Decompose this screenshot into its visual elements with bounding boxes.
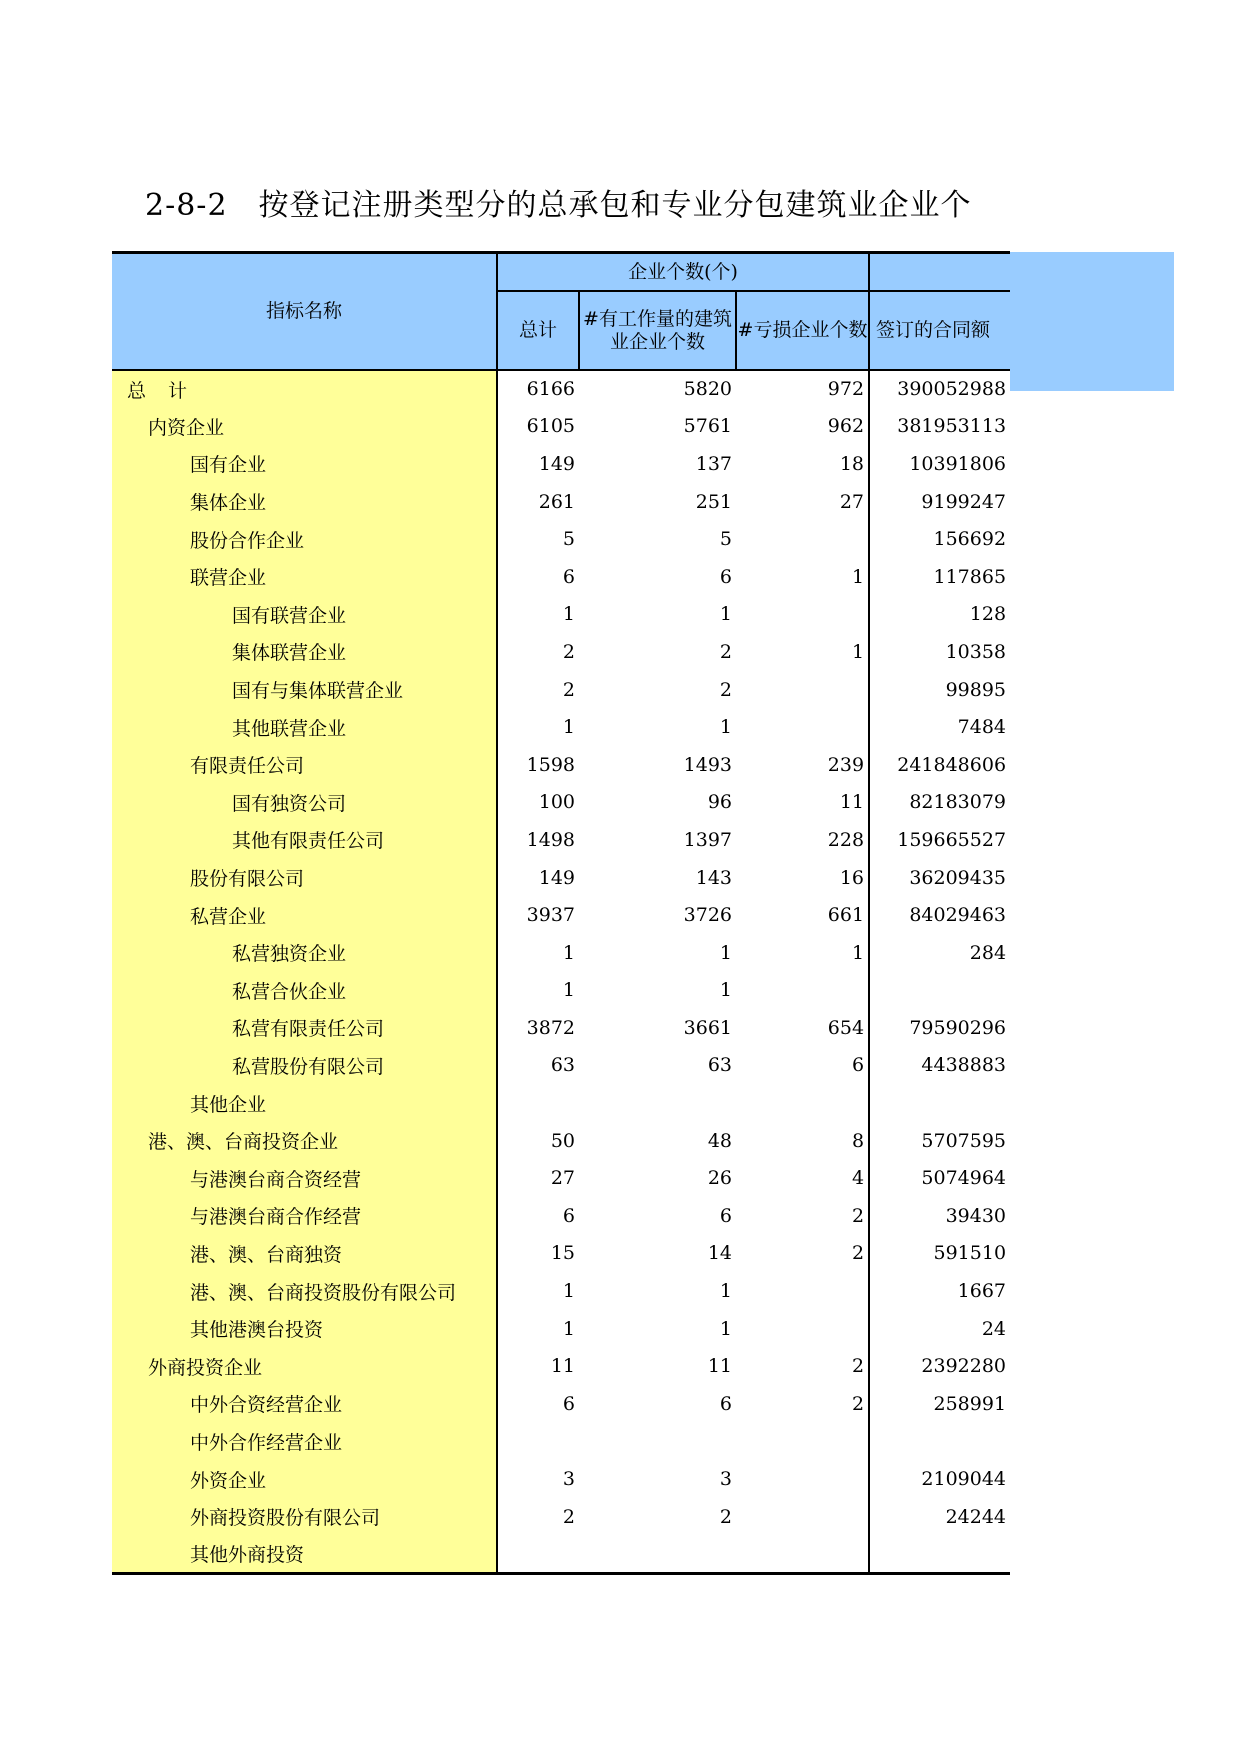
table-row (112, 633, 1010, 671)
row-label: 外商投资股份有限公司 (112, 1498, 497, 1536)
cell-contract: 84029463 (909, 904, 1007, 927)
table-row (112, 1423, 1010, 1461)
row-label: 股份合作企业 (112, 520, 497, 558)
cell-contract: 284 (969, 941, 1007, 964)
cell-contract: 591510 (933, 1242, 1007, 1265)
cell-contract: 24 (981, 1317, 1007, 1340)
cell-contract: 381953113 (897, 415, 1007, 438)
row-label: 私营企业 (112, 896, 497, 934)
row-label: 港、澳、台商投资企业 (112, 1122, 497, 1160)
cell-contract (869, 972, 1010, 1010)
cell-working: 14 (707, 1242, 732, 1265)
cell-total: 2 (562, 1505, 575, 1528)
table-row (112, 1197, 1010, 1235)
cell-working (579, 1535, 736, 1573)
cell-total: 1 (562, 716, 575, 739)
cell-loss: 6 (736, 1047, 869, 1085)
cell-working: 11 (707, 1355, 732, 1378)
cell-contract: 2392280 (921, 1355, 1007, 1378)
row-label: 私营合伙企业 (112, 972, 497, 1010)
table-row (112, 1272, 1010, 1310)
cell-working: 1397 (683, 828, 732, 851)
cell-total: 2 (562, 678, 575, 701)
cell-working: 96 (707, 791, 732, 814)
row-label-part: 计 (168, 379, 188, 402)
cell-loss: 11 (736, 784, 869, 822)
cell-working: 2 (719, 1505, 732, 1528)
cell-loss: 18 (736, 445, 869, 483)
cell-working: 1 (719, 603, 732, 626)
row-label: 股份有限公司 (112, 859, 497, 897)
cell-loss (736, 1535, 869, 1573)
cell-loss: 2 (736, 1347, 869, 1385)
cell-loss: 4 (736, 1159, 869, 1197)
row-label: 国有企业 (112, 445, 497, 483)
cell-loss (736, 520, 869, 558)
cell-working: 5 (719, 528, 732, 551)
table-row (112, 1235, 1010, 1273)
cell-contract: 99895 (945, 678, 1007, 701)
cell-loss (736, 1272, 869, 1310)
cell-loss (736, 972, 869, 1010)
row-label: 国有联营企业 (112, 596, 497, 634)
row-label: 有限责任公司 (112, 746, 497, 784)
cell-loss: 1 (736, 934, 869, 972)
cell-loss: 2 (736, 1235, 869, 1273)
row-label: 其他外商投资 (112, 1535, 497, 1573)
cell-loss: 654 (736, 1009, 869, 1047)
cell-working: 137 (695, 452, 732, 475)
cell-working: 1493 (683, 753, 732, 776)
header-enterprise-count: 企业个数(个) (497, 253, 869, 292)
table-row (112, 1460, 1010, 1498)
row-label: 其他企业 (112, 1084, 497, 1122)
cell-contract: 258991 (933, 1392, 1007, 1415)
table-row (112, 1122, 1010, 1160)
table-row (112, 859, 1010, 897)
table-row (112, 1385, 1010, 1423)
table-body (112, 370, 1010, 1573)
row-label: 与港澳台商合资经营 (112, 1159, 497, 1197)
cell-total (497, 1535, 579, 1573)
header-with-workload: #有工作量的建筑业企业个数 (579, 291, 736, 370)
cell-working: 5761 (683, 415, 732, 438)
cell-total: 3 (562, 1468, 575, 1491)
row-label-part: 总 (127, 379, 147, 402)
row-label: 私营有限责任公司 (112, 1009, 497, 1047)
cell-total: 1598 (526, 753, 575, 776)
table-row (112, 746, 1010, 784)
cell-loss (736, 1498, 869, 1536)
cell-total: 149 (538, 866, 575, 889)
header-blank-cell (869, 253, 1010, 292)
cell-working: 1 (719, 1317, 732, 1340)
row-label: 集体联营企业 (112, 633, 497, 671)
table-row (112, 972, 1010, 1010)
row-label: 其他有限责任公司 (112, 821, 497, 859)
cell-total: 6 (562, 1392, 575, 1415)
cell-contract: 390052988 (869, 370, 1010, 408)
header-fill-extension (1010, 252, 1174, 391)
cell-loss: 1 (736, 558, 869, 596)
cell-working: 251 (695, 490, 732, 513)
data-table (112, 251, 1010, 1575)
cell-working (579, 1423, 736, 1461)
cell-contract: 4438883 (921, 1054, 1007, 1077)
cell-total: 6 (562, 565, 575, 588)
cell-total: 6105 (526, 415, 575, 438)
row-label: 其他港澳台投资 (112, 1310, 497, 1348)
cell-total: 15 (550, 1242, 575, 1265)
cell-total: 5 (562, 528, 575, 551)
cell-total: 3937 (526, 904, 575, 927)
cell-contract: 1667 (957, 1280, 1007, 1303)
cell-working: 6 (719, 1392, 732, 1415)
cell-total: 50 (550, 1129, 575, 1152)
cell-total: 149 (538, 452, 575, 475)
cell-contract: 128 (969, 603, 1007, 626)
table-row (112, 934, 1010, 972)
cell-total: 100 (538, 791, 575, 814)
cell-total: 1 (562, 979, 575, 1002)
cell-working (579, 1084, 736, 1122)
cell-total: 1 (562, 941, 575, 964)
cell-working: 1 (719, 1280, 732, 1303)
cell-working: 5820 (579, 370, 736, 408)
cell-total: 1 (562, 603, 575, 626)
table-row (112, 370, 1010, 408)
table-row (112, 1009, 1010, 1047)
cell-loss: 2 (736, 1385, 869, 1423)
row-label: 内资企业 (112, 408, 497, 446)
cell-total: 6 (562, 1204, 575, 1227)
header-loss-making: #亏损企业个数 (736, 291, 869, 370)
table-row (112, 784, 1010, 822)
table-row (112, 445, 1010, 483)
cell-total: 27 (550, 1167, 575, 1190)
cell-loss (736, 1310, 869, 1348)
cell-total: 6166 (497, 370, 579, 408)
table-row (112, 821, 1010, 859)
cell-contract: 241848606 (897, 753, 1007, 776)
cell-working: 143 (695, 866, 732, 889)
table-row (112, 1535, 1010, 1573)
cell-working: 3661 (683, 1016, 732, 1039)
table-row (112, 1047, 1010, 1085)
cell-loss: 239 (736, 746, 869, 784)
cell-contract: 82183079 (909, 791, 1007, 814)
table-row (112, 671, 1010, 709)
cell-contract: 5074964 (921, 1167, 1007, 1190)
table-row (112, 1084, 1010, 1122)
cell-total: 63 (550, 1054, 575, 1077)
row-label: 与港澳台商合作经营 (112, 1197, 497, 1235)
cell-loss (736, 671, 869, 709)
row-label: 集体企业 (112, 483, 497, 521)
cell-contract (869, 1423, 1010, 1461)
cell-contract: 159665527 (897, 828, 1007, 851)
table-row (112, 558, 1010, 596)
table-row (112, 596, 1010, 634)
row-label: 联营企业 (112, 558, 497, 596)
cell-loss (736, 596, 869, 634)
cell-loss (736, 1460, 869, 1498)
cell-total: 261 (538, 490, 575, 513)
cell-working: 1 (719, 716, 732, 739)
cell-loss: 962 (736, 408, 869, 446)
cell-total: 1 (562, 1317, 575, 1340)
cell-contract: 10391806 (909, 452, 1007, 475)
table-row (112, 1498, 1010, 1536)
cell-total (497, 1084, 579, 1122)
table-row (112, 408, 1010, 446)
table-row (112, 1310, 1010, 1348)
cell-total: 3872 (526, 1016, 575, 1039)
row-label: 国有独资公司 (112, 784, 497, 822)
cell-loss: 228 (736, 821, 869, 859)
cell-contract: 24244 (945, 1505, 1007, 1528)
table-row (112, 520, 1010, 558)
cell-working: 1 (719, 941, 732, 964)
row-label: 外商投资企业 (112, 1347, 497, 1385)
cell-total (497, 1423, 579, 1461)
header-contract-value: 签订的合同额 (869, 291, 1010, 370)
cell-contract (869, 1535, 1010, 1573)
table-row (112, 1159, 1010, 1197)
cell-loss: 16 (736, 859, 869, 897)
cell-loss (736, 708, 869, 746)
cell-contract: 10358 (945, 640, 1007, 663)
cell-loss (736, 1084, 869, 1122)
cell-working: 6 (719, 1204, 732, 1227)
cell-total: 2 (562, 640, 575, 663)
cell-loss: 8 (736, 1122, 869, 1160)
cell-contract: 117865 (933, 565, 1007, 588)
row-label: 港、澳、台商独资 (112, 1235, 497, 1273)
cell-contract: 36209435 (909, 866, 1007, 889)
data-table-container (112, 251, 1010, 1575)
cell-loss: 1 (736, 633, 869, 671)
cell-total: 11 (550, 1355, 575, 1378)
cell-contract: 79590296 (909, 1016, 1007, 1039)
cell-working: 63 (707, 1054, 732, 1077)
table-row (112, 896, 1010, 934)
cell-loss: 661 (736, 896, 869, 934)
cell-total: 1498 (526, 828, 575, 851)
cell-loss (736, 1423, 869, 1461)
header-total: 总计 (497, 291, 579, 370)
cell-working: 6 (719, 565, 732, 588)
table-row (112, 1347, 1010, 1385)
row-label: 港、澳、台商投资股份有限公司 (112, 1272, 497, 1310)
cell-working: 2 (719, 678, 732, 701)
table-row (112, 708, 1010, 746)
table-row (112, 483, 1010, 521)
header-indicator-name: 指标名称 (112, 253, 497, 371)
row-label: 外资企业 (112, 1460, 497, 1498)
cell-working: 1 (719, 979, 732, 1002)
cell-contract: 9199247 (921, 490, 1007, 513)
cell-loss: 972 (736, 370, 869, 408)
cell-loss: 2 (736, 1197, 869, 1235)
cell-contract: 7484 (957, 716, 1007, 739)
row-label: 国有与集体联营企业 (112, 671, 497, 709)
cell-contract: 39430 (945, 1204, 1007, 1227)
cell-contract (869, 1084, 1010, 1122)
row-label (112, 370, 497, 408)
row-label: 中外合资经营企业 (112, 1385, 497, 1423)
row-label: 私营股份有限公司 (112, 1047, 497, 1085)
row-label: 私营独资企业 (112, 934, 497, 972)
cell-working: 3 (719, 1468, 732, 1491)
row-label: 其他联营企业 (112, 708, 497, 746)
cell-contract: 156692 (933, 528, 1007, 551)
cell-working: 48 (707, 1129, 732, 1152)
cell-working: 3726 (683, 904, 732, 927)
cell-contract: 2109044 (921, 1468, 1007, 1491)
table-title: 2-8-2 按登记注册类型分的总承包和专业分包建筑业企业个 (145, 188, 972, 223)
cell-loss: 27 (736, 483, 869, 521)
cell-contract: 5707595 (921, 1129, 1007, 1152)
cell-working: 2 (719, 640, 732, 663)
row-label: 中外合作经营企业 (112, 1423, 497, 1461)
cell-total: 1 (562, 1280, 575, 1303)
cell-working: 26 (707, 1167, 732, 1190)
